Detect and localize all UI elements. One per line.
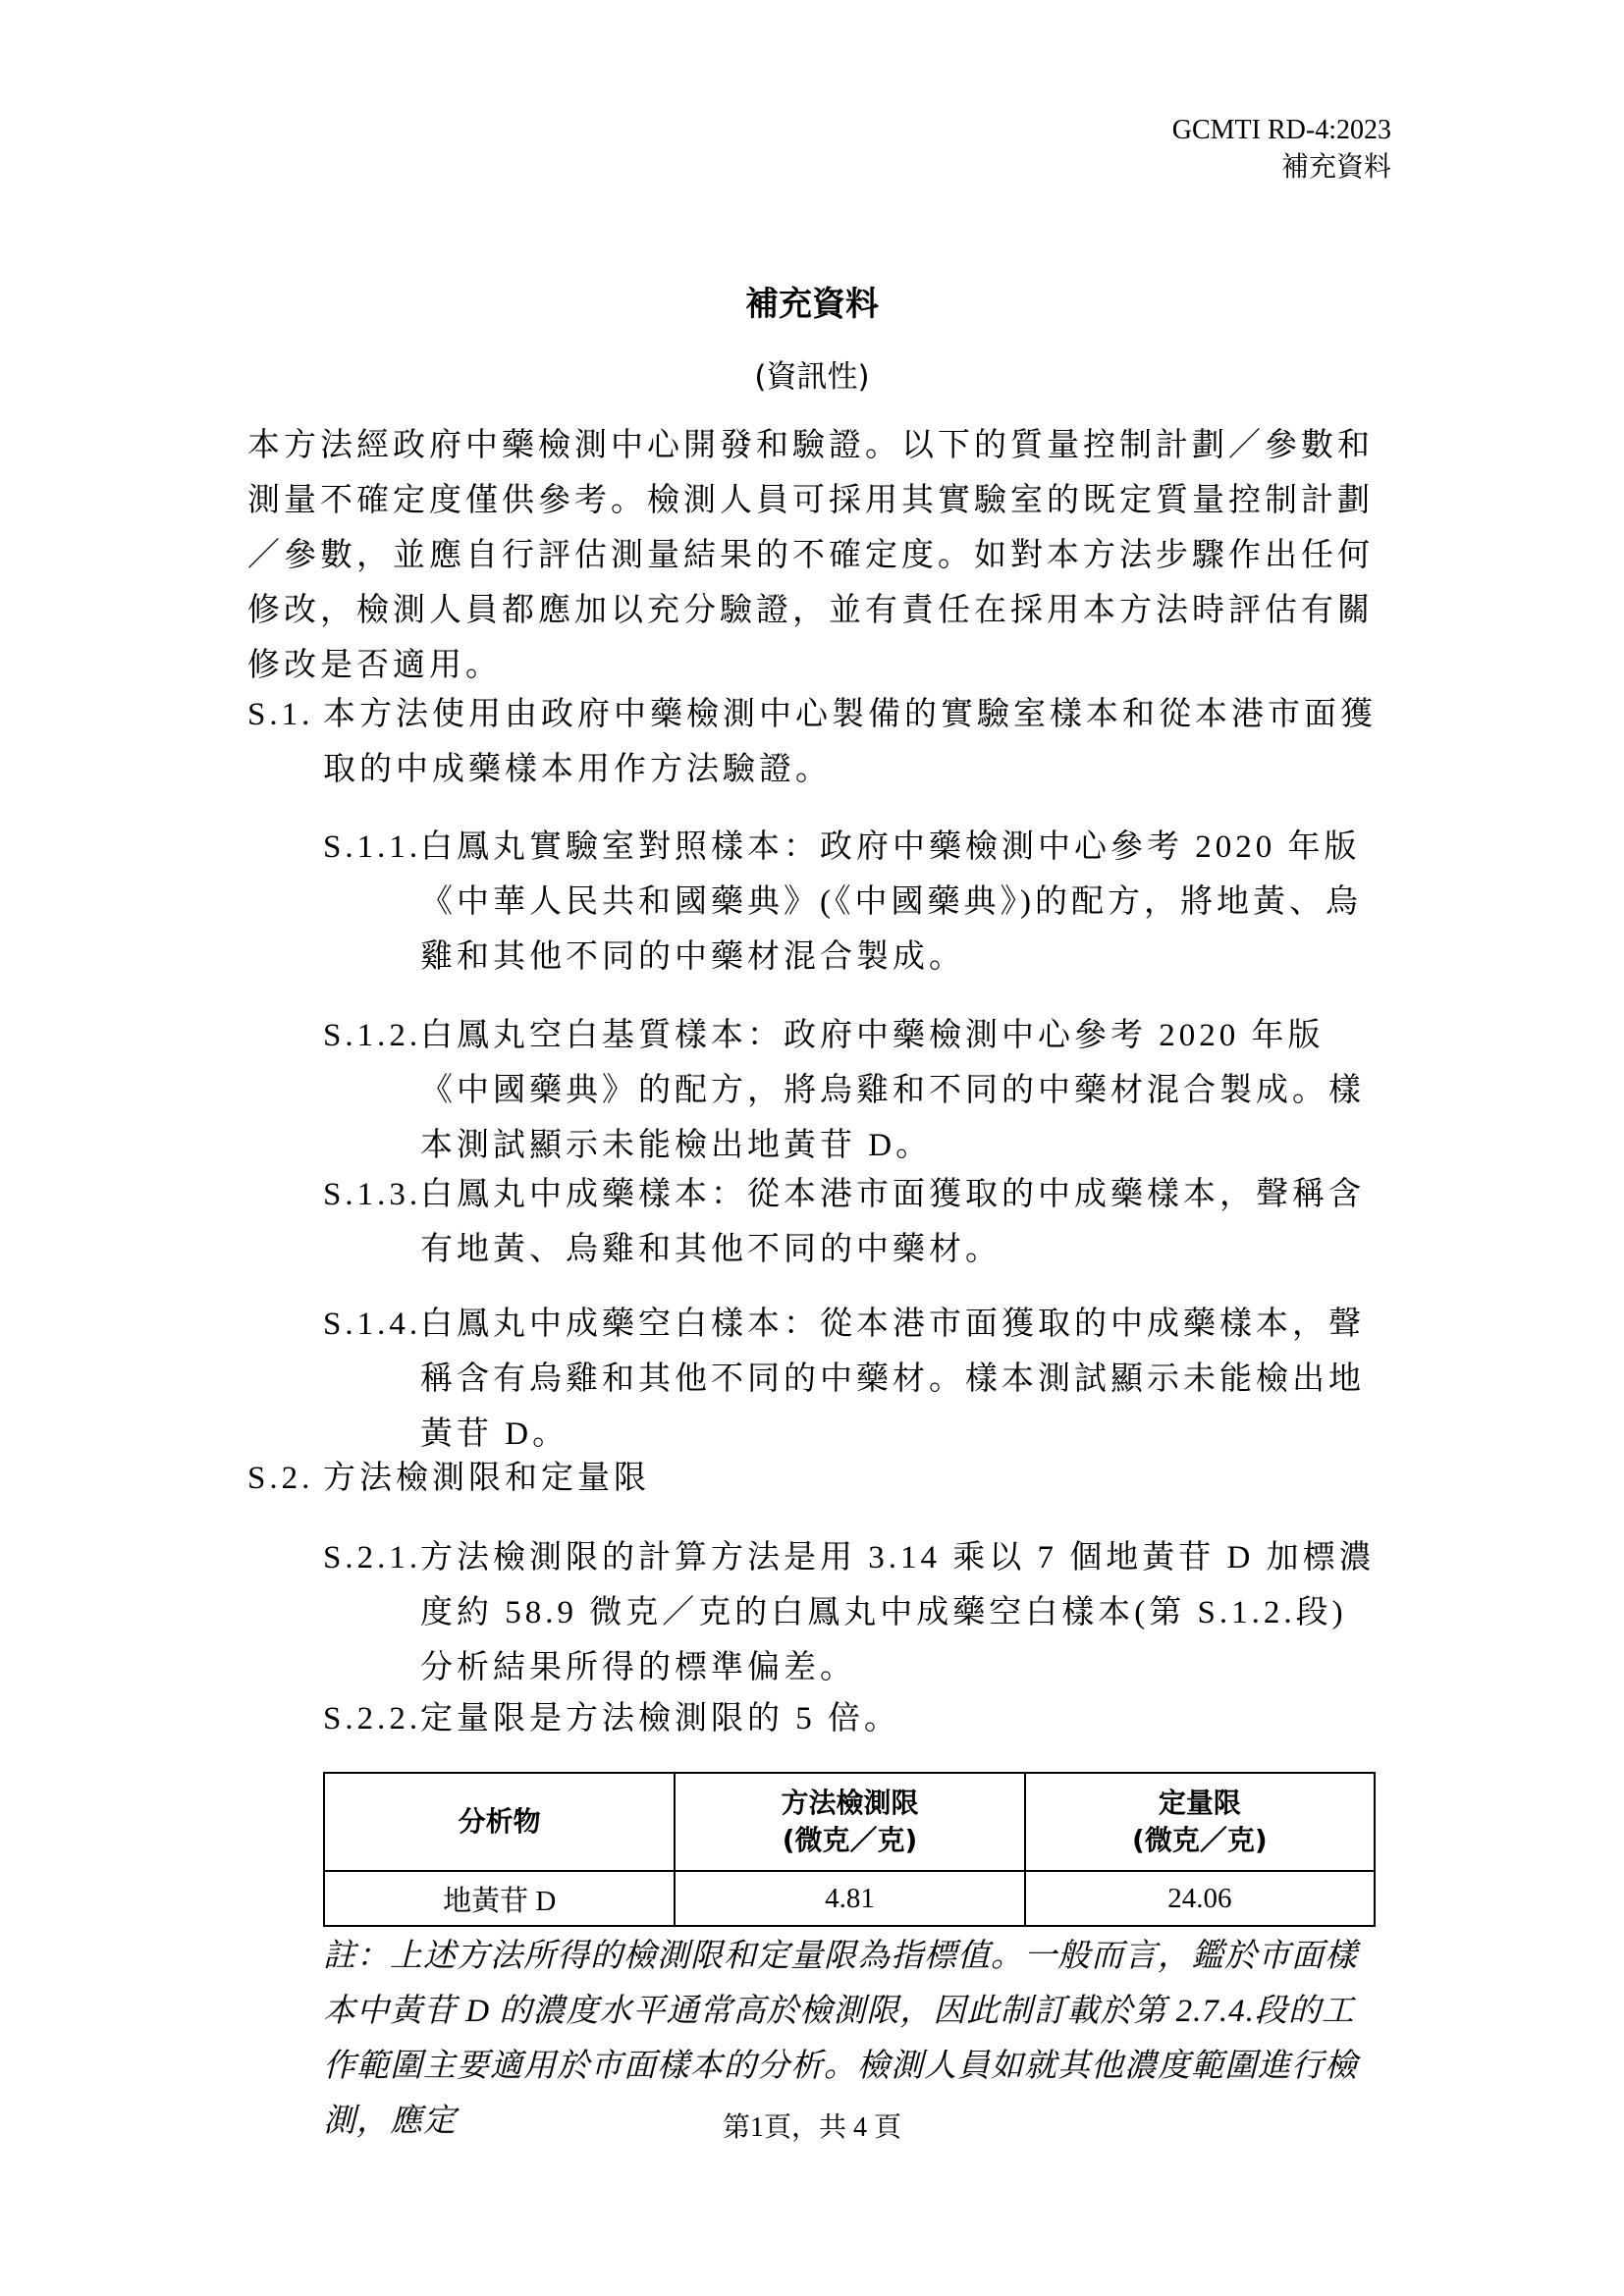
section-number: S.2. — [247, 1461, 314, 1496]
subsection-s1-4 — [323, 1297, 1377, 1462]
table-note: 註：上述方法所得的檢測限和定量限為指標值。一般而言，鑑於市面樣本中黃苷 D 的濃度水平通常高於檢測限，因此制訂載於第 2.7.4.段的工作範圍主要適用於市面樣本的分析。檢測人員如就其他濃度範圍進行檢測，應定 — [323, 1939, 1358, 2139]
table-row — [324, 1871, 1375, 1926]
subsection-s1-3 — [323, 1167, 1377, 1277]
subsection-s1-2 — [323, 1008, 1377, 1173]
page-title: 補充資料 — [745, 285, 879, 324]
subsection-number: S.2.1. — [323, 1540, 422, 1575]
section-s1 — [247, 687, 1377, 797]
subsection-s1-1 — [323, 820, 1377, 985]
page-subtitle: (資訊性) — [754, 359, 870, 395]
column-header-analyte: 分析物 — [324, 1773, 675, 1871]
cell-mdl: 4.81 — [675, 1871, 1024, 1926]
column-header-loq: 定量限 (微克／克) — [1025, 1773, 1375, 1871]
column-header-mdl: 方法檢測限 (微克／克) — [675, 1773, 1024, 1871]
subsection-text: 白鳳丸實驗室對照樣本：政府中藥檢測中心參考 2020 年版《中華人民共和國藥典》(《中國藥典》)的配方，將地黃、烏雞和其他不同的中藥材混合製成。 — [420, 829, 1362, 975]
subsection-text: 白鳳丸中成藥樣本：從本港市面獲取的中成藥樣本，聲稱含有地黃、烏雞和其他不同的中藥材。 — [420, 1177, 1365, 1267]
cell-loq: 24.06 — [1025, 1871, 1375, 1926]
intro-paragraph: 本方法經政府中藥檢測中心開發和驗證。以下的質量控制計劃／參數和測量不確定度僅供參考。檢測人員可採用其實驗室的既定質量控制計劃／參數，並應自行評估測量結果的不確定度。如對本方法步驟作出任何修改，檢測人員都應加以充分驗證，並有責任在採用本方法時評估有關修改是否適用。 — [247, 428, 1374, 683]
running-header — [1172, 112, 1391, 187]
subsection-number: S.1.1. — [323, 829, 422, 865]
table-header-row — [324, 1773, 1375, 1871]
subsection-text: 定量限是方法檢測限的 5 倍。 — [420, 1701, 900, 1736]
results-table — [323, 1772, 1376, 1927]
subsection-number: S.2.2. — [323, 1701, 422, 1736]
subsection-number: S.1.2. — [323, 1018, 422, 1053]
subsection-number: S.1.3. — [323, 1177, 422, 1212]
document-code: GCMTI RD-4:2023 — [1171, 115, 1391, 145]
section-number: S.1. — [247, 697, 314, 732]
header-label: 補充資料 — [1280, 152, 1391, 183]
cell-analyte: 地黃苷 D — [324, 1871, 675, 1926]
section-s2 — [247, 1451, 1377, 1506]
subsection-s2-2 — [323, 1691, 1377, 1746]
subsection-text: 白鳳丸中成藥空白樣本：從本港市面獲取的中成藥樣本，聲稱含有烏雞和其他不同的中藥材。樣本測試顯示未能檢出地黃苷 D。 — [420, 1307, 1365, 1452]
subsection-text: 方法檢測限的計算方法是用 3.14 乘以 7 個地黃苷 D 加標濃度約 58.9 微克／克的白鳳丸中成藥空白樣本(第 S.1.2.段)分析結果所得的標準偏差。 — [420, 1540, 1376, 1685]
section-text: 本方法使用由政府中藥檢測中心製備的實驗室樣本和從本港市面獲取的中成藥樣本用作方法驗證。 — [323, 697, 1377, 787]
subsection-s2-1 — [323, 1530, 1377, 1695]
page-footer: 第1頁，共 4 頁 — [722, 2112, 901, 2143]
subsection-text: 白鳳丸空白基質樣本：政府中藥檢測中心參考 2020 年版《中國藥典》的配方，將烏雞和不同的中藥材混合製成。樣本測試顯示未能檢出地黃苷 D。 — [420, 1018, 1365, 1163]
section-text: 方法檢測限和定量限 — [323, 1461, 650, 1496]
subsection-number: S.1.4. — [323, 1307, 422, 1342]
